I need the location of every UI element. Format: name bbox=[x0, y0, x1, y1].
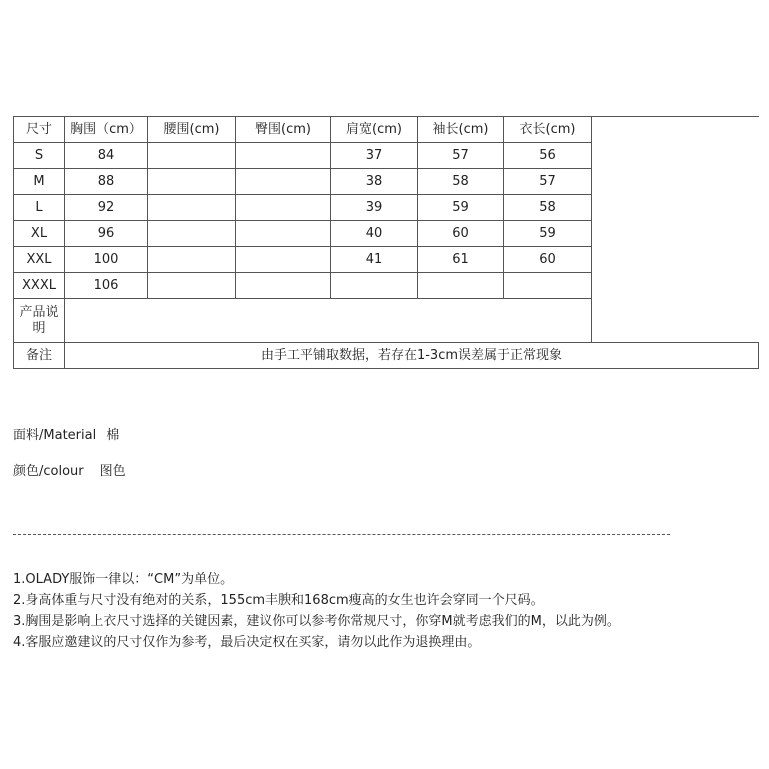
notes-list bbox=[13, 569, 620, 653]
dashed-divider bbox=[13, 534, 670, 535]
size-chart-table bbox=[13, 116, 759, 369]
table-row bbox=[14, 221, 759, 247]
table-cell: 39 bbox=[331, 195, 418, 221]
table-cell: 88 bbox=[65, 169, 148, 195]
table-cell: 61 bbox=[418, 247, 504, 273]
product-desc-label: 产品说明 bbox=[14, 299, 65, 343]
header-length: 衣长(cm) bbox=[504, 117, 592, 143]
header-size: 尺寸 bbox=[14, 117, 65, 143]
header-row bbox=[14, 117, 759, 143]
table-cell: 60 bbox=[504, 247, 592, 273]
product-desc-row bbox=[14, 299, 759, 343]
table-blank-cell bbox=[592, 247, 759, 273]
table-cell bbox=[148, 221, 236, 247]
header-shoulder: 肩宽(cm) bbox=[331, 117, 418, 143]
color-value: 图色 bbox=[99, 464, 126, 479]
table-blank-cell bbox=[592, 299, 759, 343]
note-item: 4.客服应邀建议的尺寸仅作为参考，最后决定权在买家，请勿以此作为退换理由。 bbox=[13, 635, 481, 650]
table-cell: XXL bbox=[14, 247, 65, 273]
table-cell bbox=[148, 247, 236, 273]
table-cell: 60 bbox=[418, 221, 504, 247]
header-waist: 腰围(cm) bbox=[148, 117, 236, 143]
table-cell bbox=[148, 195, 236, 221]
table-cell: 57 bbox=[418, 143, 504, 169]
material-value: 棉 bbox=[106, 428, 120, 443]
table-cell bbox=[236, 195, 331, 221]
table-cell: XL bbox=[14, 221, 65, 247]
material-label: 面料/Material bbox=[13, 428, 97, 443]
product-desc-value bbox=[65, 299, 592, 343]
table-cell: 96 bbox=[65, 221, 148, 247]
table-cell: 58 bbox=[504, 195, 592, 221]
table-blank-cell bbox=[592, 221, 759, 247]
header-sleeve: 袖长(cm) bbox=[418, 117, 504, 143]
table-blank-cell bbox=[592, 273, 759, 299]
note-item: 1.OLADY服饰一律以：“CM”为单位。 bbox=[13, 572, 234, 587]
table-cell bbox=[236, 221, 331, 247]
header-bust: 胸围（cm） bbox=[65, 117, 148, 143]
table-cell: 92 bbox=[65, 195, 148, 221]
color-line bbox=[13, 460, 126, 479]
table-blank-cell bbox=[592, 143, 759, 169]
table-cell: 59 bbox=[504, 221, 592, 247]
table-cell bbox=[236, 273, 331, 299]
table-cell: XXXL bbox=[14, 273, 65, 299]
table-cell: 84 bbox=[65, 143, 148, 169]
table-cell: L bbox=[14, 195, 65, 221]
table-cell bbox=[331, 273, 418, 299]
table-cell: 106 bbox=[65, 273, 148, 299]
remark-value: 由手工平铺取数据，若存在1-3cm误差属于正常现象 bbox=[65, 343, 759, 369]
table-cell bbox=[504, 273, 592, 299]
table-blank-cell bbox=[592, 195, 759, 221]
table-blank-cell bbox=[592, 169, 759, 195]
table-cell: 41 bbox=[331, 247, 418, 273]
table-row bbox=[14, 169, 759, 195]
table-cell: 100 bbox=[65, 247, 148, 273]
table-row bbox=[14, 143, 759, 169]
table-cell bbox=[148, 273, 236, 299]
table-cell: 37 bbox=[331, 143, 418, 169]
table-cell: 40 bbox=[331, 221, 418, 247]
remark-label: 备注 bbox=[14, 343, 65, 369]
table-blank-cell bbox=[592, 117, 759, 143]
table-cell bbox=[148, 169, 236, 195]
table-cell: 56 bbox=[504, 143, 592, 169]
material-line bbox=[13, 424, 119, 443]
table-cell bbox=[236, 169, 331, 195]
table-row bbox=[14, 273, 759, 299]
table-row bbox=[14, 247, 759, 273]
color-label: 颜色/colour bbox=[13, 464, 84, 479]
table-cell bbox=[148, 143, 236, 169]
remark-row bbox=[14, 343, 759, 369]
table-cell: M bbox=[14, 169, 65, 195]
table-cell: 57 bbox=[504, 169, 592, 195]
note-item: 3.胸围是影响上衣尺寸选择的关键因素，建议你可以参考你常规尺寸，你穿M就考虑我们的M，以此为例。 bbox=[13, 614, 620, 629]
table-row bbox=[14, 195, 759, 221]
header-hip: 臀围(cm) bbox=[236, 117, 331, 143]
note-item: 2.身高体重与尺寸没有绝对的关系，155cm丰腴和168cm瘦高的女生也许会穿同一个尺码。 bbox=[13, 593, 544, 608]
table-cell bbox=[236, 247, 331, 273]
table-cell: S bbox=[14, 143, 65, 169]
table-cell bbox=[236, 143, 331, 169]
table-cell: 58 bbox=[418, 169, 504, 195]
table-cell: 59 bbox=[418, 195, 504, 221]
table-cell bbox=[418, 273, 504, 299]
table-cell: 38 bbox=[331, 169, 418, 195]
